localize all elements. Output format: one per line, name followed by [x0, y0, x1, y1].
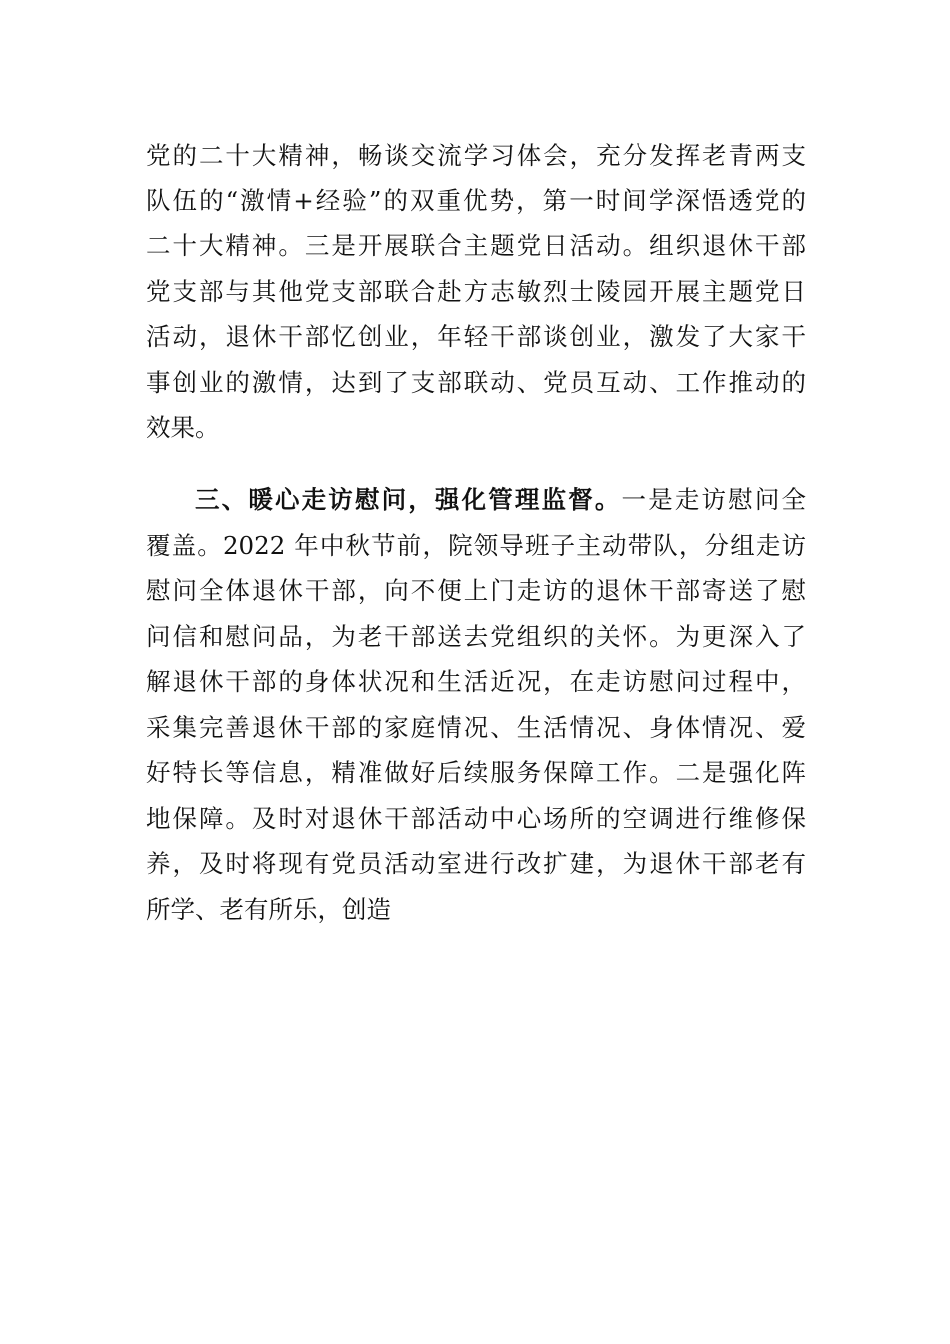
text-line: 采集完善退休干部的家庭情况、生活情况、身体情况、爱	[146, 713, 806, 742]
text-line	[195, 480, 806, 520]
heading-continuation: 一是走访慰问全	[621, 485, 807, 514]
text-line: 党的二十大精神，畅谈交流学习体会，充分发挥老青两支	[146, 141, 806, 170]
text-line: 解退休干部的身体状况和生活近况，在走访慰问过程中，	[146, 667, 806, 696]
text-line: 养，及时将现有党员活动室进行改扩建，为退休干部老有	[146, 849, 806, 878]
text-line: 覆盖。2022 年中秋节前，院领导班子主动带队，分组走访	[146, 531, 806, 560]
text-line: 好特长等信息，精准做好后续服务保障工作。二是强化阵	[146, 758, 806, 787]
text-line: 地保障。及时对退休干部活动中心场所的空调进行维修保	[146, 804, 806, 833]
text-line: 所学、老有所乐，创造	[146, 895, 391, 924]
text-line: 效果。	[146, 413, 220, 442]
text-line: 队伍的“激情+经验”的双重优势，第一时间学深悟透党的	[146, 186, 806, 215]
text-line: 问信和慰问品，为老干部送去党组织的关怀。为更深入了	[146, 622, 806, 651]
text-line: 活动，退休干部忆创业，年轻干部谈创业，激发了大家干	[146, 322, 806, 351]
text-line: 二十大精神。三是开展联合主题党日活动。组织退休干部	[146, 231, 806, 260]
text-line: 党支部与其他党支部联合赴方志敏烈士陵园开展主题党日	[146, 277, 806, 306]
text-line: 事创业的激情，达到了支部联动、党员互动、工作推动的	[146, 368, 806, 397]
section-heading: 三、暖心走访慰问，强化管理监督。	[195, 485, 622, 514]
text-line: 慰问全体退休干部，向不便上门走访的退休干部寄送了慰	[146, 576, 806, 605]
